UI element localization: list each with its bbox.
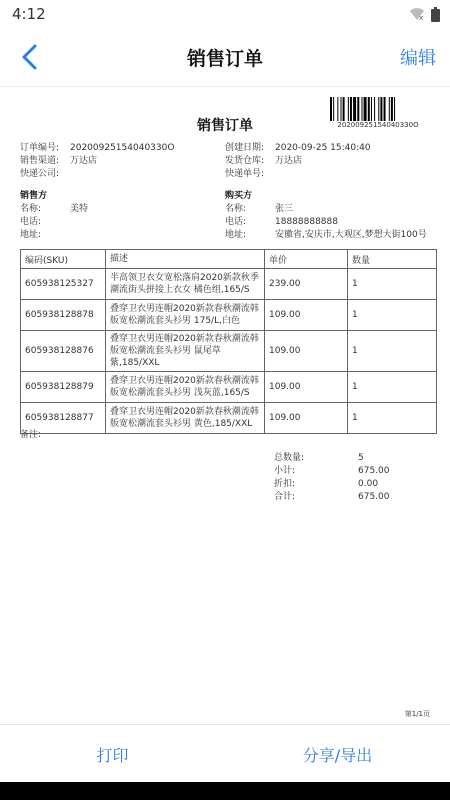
- buyer-address-label: 地址:: [225, 230, 247, 240]
- order-no-value: 20200925154040330O: [70, 143, 175, 153]
- cell-desc: 叠穿卫衣男连帽2020新款春秋潮流韩版宽松潮流套头衫男 鼠尾草紫,185/XXL: [106, 331, 265, 372]
- header-price: 单价: [265, 250, 348, 269]
- table-row: [21, 403, 437, 434]
- buyer-phone-label: 电话:: [225, 217, 247, 227]
- buyer-name-value: 张三: [275, 204, 294, 214]
- buyer-phone-row: [225, 214, 338, 227]
- cell-qty: 1: [348, 331, 437, 372]
- cell-price: 109.00: [265, 372, 348, 403]
- buyer-address-value: 安徽省,安庆市,大观区,梦想大街100号: [275, 230, 427, 240]
- cell-price: 109.00: [265, 403, 348, 434]
- barcode-number: 20200925154040330O: [337, 121, 419, 129]
- channel-row: [20, 153, 97, 166]
- print-button[interactable]: 打印: [96, 745, 129, 765]
- buyer-phone-value: 18888888888: [275, 217, 338, 227]
- created-label: 创建日期:: [225, 143, 265, 153]
- channel-value: 万达店: [70, 156, 98, 166]
- cell-desc: 半高领卫衣女宽松落肩2020新款秋季潮流街头拼接上衣女 橘色组,165/S: [106, 269, 265, 300]
- cell-qty: 1: [348, 372, 437, 403]
- header-qty: 数量: [348, 250, 437, 269]
- subtotal-label: 小计:: [274, 466, 296, 476]
- page-title: 销售订单: [186, 47, 263, 70]
- discount-label: 折扣:: [274, 479, 296, 489]
- channel-label: 销售渠道:: [20, 156, 60, 166]
- buyer-name-row: [225, 201, 293, 214]
- buyer-name-label: 名称:: [225, 204, 247, 214]
- created-row: [225, 140, 371, 153]
- order-no-row: [20, 140, 174, 153]
- cell-desc: 叠穿卫衣男连帽2020新款春秋潮流韩版宽松潮流套头衫男 浅灰蓝,165/S: [106, 372, 265, 403]
- seller-name-row: [20, 201, 88, 214]
- cell-sku: 605938128876: [21, 331, 106, 372]
- items-table: [20, 249, 437, 434]
- cell-desc: 叠穿卫衣男连帽2020新款春秋潮流韩版宽松潮流套头衫男 175/L,白色: [106, 300, 265, 331]
- seller-name-label: 名称:: [20, 204, 42, 214]
- battery-icon: [431, 7, 440, 22]
- total-row: [274, 489, 390, 502]
- cell-price: 109.00: [265, 300, 348, 331]
- seller-address-label: 地址:: [20, 230, 42, 240]
- cell-qty: 1: [348, 300, 437, 331]
- note-label: 备注:: [20, 430, 42, 440]
- warehouse-row: [225, 153, 302, 166]
- seller-name-value: 美特: [70, 204, 89, 214]
- cell-sku: 605938125327: [21, 269, 106, 300]
- discount-value: 0.00: [358, 479, 379, 489]
- app-bar: [0, 28, 450, 87]
- cell-sku: 605938128877: [21, 403, 106, 434]
- header-sku: 编码(SKU): [21, 250, 106, 269]
- status-icons: [409, 7, 440, 22]
- express-company-label: 快递公司:: [20, 169, 60, 179]
- order-document: [0, 87, 450, 724]
- cell-sku: 605938128879: [21, 372, 106, 403]
- subtotal-value: 675.00: [358, 466, 390, 476]
- edit-button[interactable]: 编辑: [400, 48, 436, 69]
- created-value: 2020-09-25 15:40:40: [275, 143, 371, 153]
- total-qty-value: 5: [358, 453, 364, 463]
- total-qty-label: 总数量:: [274, 453, 305, 463]
- express-no-label: 快递单号:: [225, 169, 265, 179]
- seller-phone-label: 电话:: [20, 217, 42, 227]
- seller-address-row: [20, 227, 70, 240]
- table-header-row: [21, 250, 437, 269]
- express-no-row: [225, 166, 275, 179]
- table-row: [21, 269, 437, 300]
- svg-text:x: x: [419, 14, 424, 21]
- total-value: 675.00: [358, 492, 390, 502]
- subtotal-row: [274, 463, 390, 476]
- table-row: [21, 331, 437, 372]
- cell-price: 109.00: [265, 331, 348, 372]
- cell-sku: 605938128878: [21, 300, 106, 331]
- seller-phone-row: [20, 214, 70, 227]
- discount-row: [274, 476, 378, 489]
- bottom-action-bar: [0, 724, 450, 783]
- share-export-button[interactable]: 分享/导出: [302, 745, 373, 765]
- system-nav-bar: [0, 782, 450, 800]
- buyer-address-row: [225, 227, 427, 240]
- order-no-label: 订单编号:: [20, 143, 60, 153]
- status-time: 4:12: [12, 5, 46, 23]
- warehouse-label: 发货仓库:: [225, 156, 265, 166]
- table-row: [21, 372, 437, 403]
- header-desc: 描述: [106, 250, 265, 269]
- buyer-title: 购买方: [225, 191, 253, 201]
- cell-price: 239.00: [265, 269, 348, 300]
- chevron-left-icon[interactable]: [16, 42, 46, 72]
- wifi-off-icon: [409, 7, 425, 21]
- cell-desc: 叠穿卫衣男连帽2020新款春秋潮流韩版宽松潮流套头衫男 黄色,185/XXL: [106, 403, 265, 434]
- table-row: [21, 300, 437, 331]
- cell-qty: 1: [348, 403, 437, 434]
- seller-title: 销售方: [20, 191, 48, 201]
- express-company-row: [20, 166, 70, 179]
- total-label: 合计:: [274, 492, 296, 502]
- total-qty-row: [274, 450, 364, 463]
- document-title: 销售订单: [197, 118, 253, 134]
- page-number: 第1/1页: [404, 710, 430, 718]
- status-bar: [0, 0, 450, 28]
- warehouse-value: 万达店: [275, 156, 303, 166]
- cell-qty: 1: [348, 269, 437, 300]
